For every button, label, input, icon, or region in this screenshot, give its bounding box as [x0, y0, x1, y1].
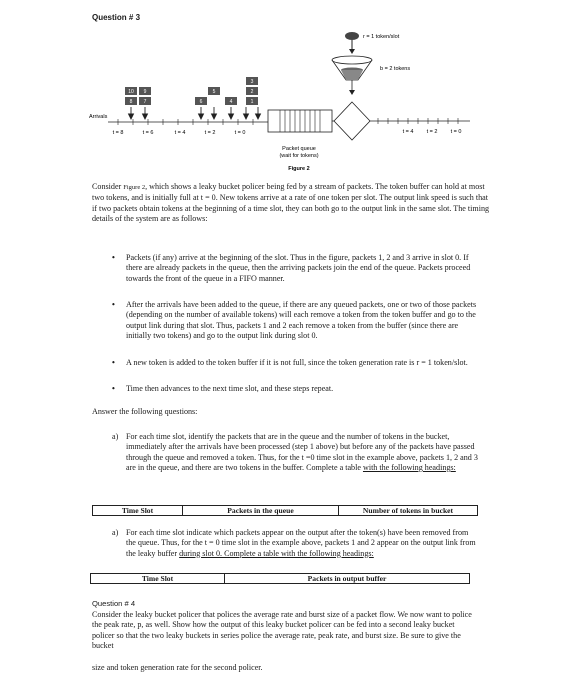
answer-prompt: Answer the following questions: — [92, 407, 198, 416]
packet-7: 7 — [143, 99, 147, 105]
leaky-bucket-figure — [0, 0, 566, 180]
packet-stack-slot-4 — [195, 87, 237, 105]
heading-packets-output: Packets in output buffer — [307, 574, 387, 583]
packet-2: 2 — [250, 89, 254, 95]
packet-3: 3 — [250, 79, 254, 85]
bullet-text: Packets (if any) arrive at the beginning of the slot. Thus in the figure, packets 1, 2 and 3 arrive in slot 0. If there are already packets in the queue, then the arriving packets join the end of the queue. Packets proceed towards the front of the queue in a FIFO manner. — [126, 253, 471, 283]
bullet-item: • After the arrivals have been added to the queue, if there are any queued packets, one or two of those packets (depending on the number of available tokens) will each remove a token from the token buffer and go to the output link during that slot. Thus, packets 1 and 2 each remove a token from the buffer (since there are initially two tokens) and go to the output link during slot 0. — [112, 300, 477, 340]
question-4-last-line: size and token generation rate for the second policer. — [92, 663, 263, 672]
right-tick-label: t = 4 — [402, 129, 414, 135]
heading-time-slot: Time Slot — [93, 506, 183, 515]
bucket-size-label: b = 2 tokens — [380, 66, 411, 72]
part-marker: a) — [112, 432, 119, 441]
table-headings-output — [90, 573, 470, 584]
question-4-title: Question # 4 — [92, 599, 136, 608]
packet-queue-label: Packet queue — [282, 146, 316, 152]
intro-lead: Consider — [92, 182, 124, 191]
question-4-text: Consider the leaky bucket policer that polices the average rate and burst size of a packet flow. We now want to police the peak rate, p, as well. Show how the output of this leaky bucket policer can be fed into a second leaky bucket policer so that the two leaky buckets in series police the average rate, peak rate, and burst size. Be sure to give the bucket — [92, 610, 472, 650]
part-underlined-text: during slot 0. Complete a table with the following headings: — [179, 548, 374, 558]
part-a-first — [112, 432, 480, 473]
arrivals-label: Arrivals — [89, 114, 108, 120]
left-tick-label: t = 4 — [174, 130, 186, 136]
left-tick-label: t = 0 — [234, 130, 246, 136]
bullet-text: A new token is added to the token buffer if it is not full, since the token generation rate is r = 1 token/slot. — [126, 358, 468, 367]
part-text: For each time slot indicate which packets appear on the output after the token(s) have been removed from the queue. Thus, for the t = 0 time slot in the example above, packets 1 and 2 appear on the output link from the leaky buffer — [126, 528, 476, 558]
intro-body: , which shows a leaky bucket policer being fed by a stream of packets. The token buffer can hold at most two tokens, and is initially full at t = 0. New tokens arrive at a rate of one token per slot. The output link speed is such that if two packets obtain tokens at the beginning of a time slot, they can both go to the output link in the same slot. The timing details of the system are as follows: — [92, 182, 490, 223]
packet-8: 8 — [129, 99, 133, 105]
table-headings-queue — [92, 505, 478, 516]
part-a-second — [112, 528, 480, 559]
left-tick-label: t = 8 — [112, 130, 124, 136]
part-text: For each time slot, identify the packets that are in the queue and the number of tokens in the bucket, immediately after the arrivals have been processed (step 1 above) but before any of the packets have passed through the queue and removed a token. Thus, for the t =0 time slot in the example above, packets 1, 2 and 3 are in the queue, and there are two tokens in the buffer. Complete a table — [126, 432, 478, 472]
part-underlined-text: with the following headings: — [362, 462, 456, 472]
token-rate-label: r = 1 token/slot — [363, 34, 400, 40]
packet-10: 10 — [128, 89, 134, 95]
left-tick-label: t = 2 — [204, 130, 216, 136]
heading-tokens-bucket: Number of tokens in bucket — [362, 506, 454, 515]
token-bucket-icon — [332, 56, 372, 95]
right-tick-label: t = 2 — [426, 129, 438, 135]
bullet-text: Time then advances to the next time slot, and these steps repeat. — [126, 384, 334, 393]
right-tick-label: t = 0 — [450, 129, 462, 135]
packet-9: 9 — [143, 89, 147, 95]
bullet-text: After the arrivals have been added to the queue, if there are any queued packets, one or two of those packets (depending on the number of available tokens) will each remove a token from the token buffer and go to the output link during that slot. Thus, packets 1 and 2 each remove a token from the buffer (since there are initially two tokens) and go to the output link during slot 0. — [126, 300, 477, 340]
left-tick-label: t = 6 — [142, 130, 154, 136]
packet-stack-slot-8 — [125, 87, 151, 105]
heading-time-slot: Time Slot — [91, 574, 225, 583]
packet-stack-slot-0 — [246, 77, 258, 105]
part-marker: a) — [112, 528, 119, 537]
packet-6: 6 — [199, 99, 203, 105]
question-3-title: Question # 3 — [92, 13, 141, 22]
figure-reference: Figure 2 — [123, 184, 146, 191]
packet-1: 1 — [250, 99, 254, 105]
token-source-icon — [345, 32, 359, 54]
bullet-item: • Packets (if any) arrive at the beginning of the slot. Thus in the figure, packets 1, 2 and 3 arrive in slot 0. If there are already packets in the queue, then the arriving packets join the end of the queue. Packets proceed towards the front of the queue in a FIFO manner. — [112, 253, 471, 283]
packet-queue — [268, 110, 332, 132]
policer-diamond — [334, 102, 370, 140]
packet-queue-sublabel: (wait for tokens) — [279, 153, 319, 159]
packet-4: 4 — [229, 99, 233, 105]
intro-paragraph — [92, 182, 492, 224]
bullet-item: • A new token is added to the token buffer if it is not full, since the token generation rate is r = 1 token/slot. — [112, 358, 468, 367]
bullet-item: • Time then advances to the next time slot, and these steps repeat. — [112, 384, 334, 393]
heading-packets-queue: Packets in the queue — [183, 506, 339, 515]
figure-caption: Figure 2 — [288, 166, 310, 172]
arrival-arrows — [129, 107, 261, 119]
packet-5: 5 — [212, 89, 216, 95]
